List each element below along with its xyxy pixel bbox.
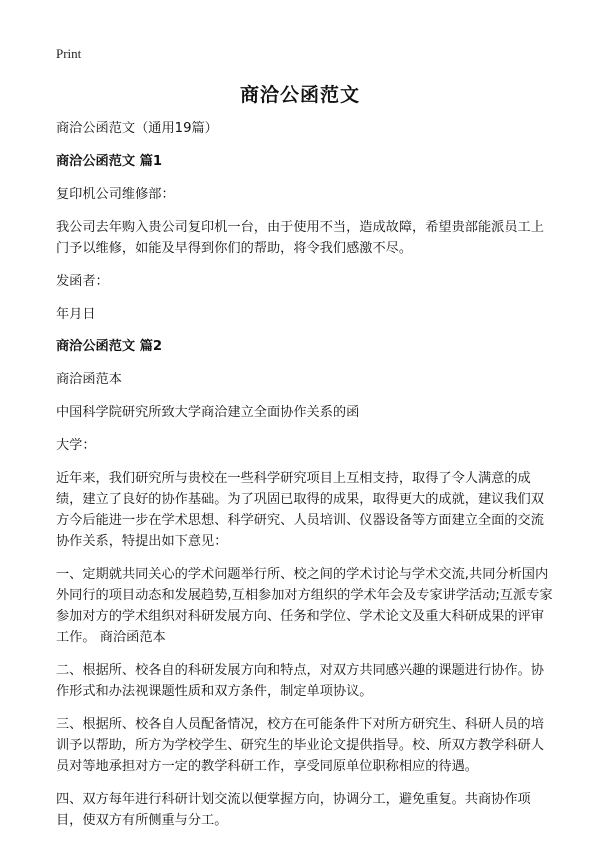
document-subtitle: 商洽公函范文（通用19篇）	[56, 121, 218, 136]
item-1: 一、定期就共同关心的学术问题举行所、校之间的学术讨论与学术交流,共同分析国内外同行的项目动态和发展趋势,互相参加对方组织的学术年会及专家讲学活动;互派专家参加对方的学术组织对科研发展方向、任务和学位、学术论文及重大科研成果的评审工作。 商洽函范本	[56, 567, 553, 645]
print-link[interactable]: Print	[56, 46, 82, 61]
item-3: 三、根据所、校各自人员配备情况，校方在可能条件下对所方研究生、科研人员的培训予以帮助，所方为学校学生、研究生的毕业论文提供指导。校、所双方教学科研人员对等地承担对方一定的教学科研工作，享受同原单位职称相应的待遇。	[56, 717, 544, 774]
page-title: 商洽公函范文	[239, 84, 360, 106]
intro-paragraph: 近年来，我们研究所与贵校在一些科学研究项目上互相支持，取得了令人满意的成绩，建立了良好的协作基础。为了巩固已取得的成果，取得更大的成就，建议我们双方今后能进一步在学术思想、科学研究、人员培训、仪器设备等方面建立全面的交流协作关系，特提出如下意见：	[56, 471, 544, 549]
template-label: 商洽函范本	[56, 372, 122, 387]
salutation-2: 大学：	[56, 438, 96, 453]
item-4: 四、双方每年进行科研计划交流以便掌握方向，协调分工，避免重复。共商协作项目，使双方有所侧重与分工。	[56, 792, 531, 828]
salutation-1: 复印机公司维修部：	[56, 187, 175, 202]
item-2: 二、根据所、校各自的科研发展方向和特点，对双方共同感兴趣的课题进行协作。协作形式和办法视课题性质和双方条件，制定单项协议。	[56, 663, 544, 699]
date-line: 年月日	[56, 307, 96, 322]
sender-line: 发函者：	[56, 274, 109, 289]
paragraph-1: 我公司去年购入贵公司复印机一台，由于使用不当，造成故障，希望贵部能派员工上门予以维修，如能及早得到你们的帮助，将令我们感激不尽。	[56, 220, 544, 256]
section-heading-2: 商洽公函范文 篇2	[56, 339, 163, 354]
letter-title: 中国科学院研究所致大学商洽建立全面协作关系的函	[56, 405, 360, 420]
section-heading-1: 商洽公函范文 篇1	[56, 154, 163, 169]
document-body	[56, 118, 554, 843]
